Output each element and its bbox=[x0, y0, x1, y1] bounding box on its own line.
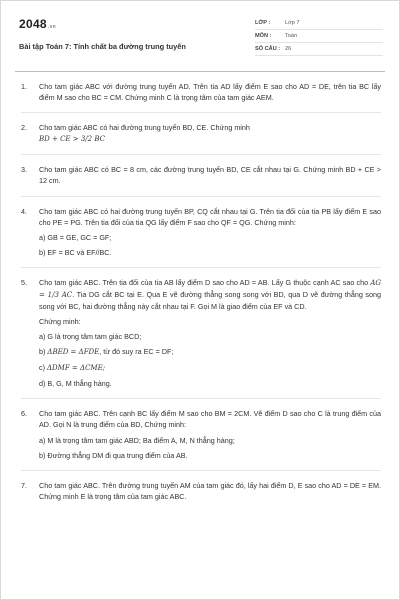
sub-question: c) ΔDMF = ΔCME; bbox=[39, 363, 106, 373]
question-7: 7. Cho tam giác ABC. Trên đường trung tuyến AM của tam giác đó, lấy hai điểm D, E sao cho AD = DE = EM. Chứng minh E là trọng tâm của tam giác ABC. bbox=[21, 480, 381, 502]
question-3: 3. Cho tam giác ABC có BC = 8 cm, các đường trung tuyến BD, CE cắt nhau tại G. Chứng minh BD + CE > 12 cm. bbox=[21, 165, 381, 186]
question-1: 1. Cho tam giác ABC với đường trung tuyến AD. Trên tia AD lấy điểm E sao cho AD = DE, trên tia BC lấy điểm M sao cho BC = CM. Chứng minh C là trọng tâm của tam giác AEM. bbox=[21, 82, 381, 103]
sub-question: a) M là trọng tâm tam giác ABD; Ba điểm A, M, N thẳng hàng; bbox=[39, 435, 235, 445]
sub-question: b) Đường thẳng DM đi qua trung điểm của AB. bbox=[39, 450, 188, 460]
sub-question: b) EF = BC và EF//BC. bbox=[39, 248, 112, 258]
question-list bbox=[21, 81, 381, 511]
header-divider bbox=[15, 71, 385, 72]
meta-row-subject: MÔN : Toán bbox=[255, 30, 383, 43]
meta-row-grade: LỚP : Lớp 7 bbox=[255, 17, 383, 30]
question-6: 6. Cho tam giác ABC. Trên cạnh BC lấy điểm M sao cho BM = 2CM. Vẽ điểm D sao cho C là trung điểm của AD. Gọi N là trung điểm của BD, Chứng minh: a) M là trọng tâm tam giác ABD; Ba điểm A, M, N thẳng hàng; b) Đường thẳng DM đi qua trung điểm của AB. bbox=[21, 409, 381, 460]
meta-row-count: SỐ CÂU : 26 bbox=[255, 43, 383, 56]
site-logo[interactable]: 2048.vn bbox=[19, 17, 57, 31]
sub-question: d) B, G, M thẳng hàng. bbox=[39, 379, 112, 389]
sub-question: a) GB = GE, GC = GF; bbox=[39, 232, 112, 242]
document-header bbox=[19, 15, 385, 65]
sub-question: b) ΔBED = ΔFDE, từ đó suy ra EC = DF; bbox=[39, 347, 174, 357]
proof-label: Chứng minh: bbox=[39, 317, 81, 327]
sub-question: a) G là trọng tâm tam giác BCD; bbox=[39, 332, 142, 342]
question-2: 2. Cho tam giác ABC có hai đường trung tuyến BD, CE. Chứng minh BD + CE > 3/2 BC bbox=[21, 123, 250, 144]
question-4: 4. Cho tam giác ABC có hai đường trung tuyến BP, CQ cắt nhau tại G. Trên tia đối của tia PB lấy điểm E sao cho PE = PG. Trên tia đối của tia QG lấy điểm F sao cho QF = QG. Chứng minh: a) GB = GE, GC = GF; b) EF = BC và EF//BC. bbox=[21, 206, 381, 258]
question-5: 5. Cho tam giác ABC. Trên tia đối của tia AB lấy điểm D sao cho AD = AB. Lấy G thuộc cạnh AC sao cho AG = 1/3 AC. Tia DG cắt BC tại E. Qua E vẽ đường thẳng song song với BD, qua D vẽ đường thẳng song song với BC, hai đường thẳng này cắt nhau tại F. Gọi M là giao điểm của EF và CD. Chứng minh: a) G là trọng tâm tam giác BCD; b) ΔBED = ΔFDE, từ đó suy ra EC = DF; c) ΔDMF = ΔCME; d) B, G, M thẳng hàng. bbox=[21, 278, 381, 389]
math-expression: BD + CE > 3/2 BC bbox=[39, 135, 105, 144]
meta-table bbox=[255, 17, 383, 56]
document-title: Bài tập Toán 7: Tính chất ba đường trung tuyến bbox=[19, 42, 186, 51]
math-expression: AG = 1/3 AC bbox=[39, 279, 381, 300]
